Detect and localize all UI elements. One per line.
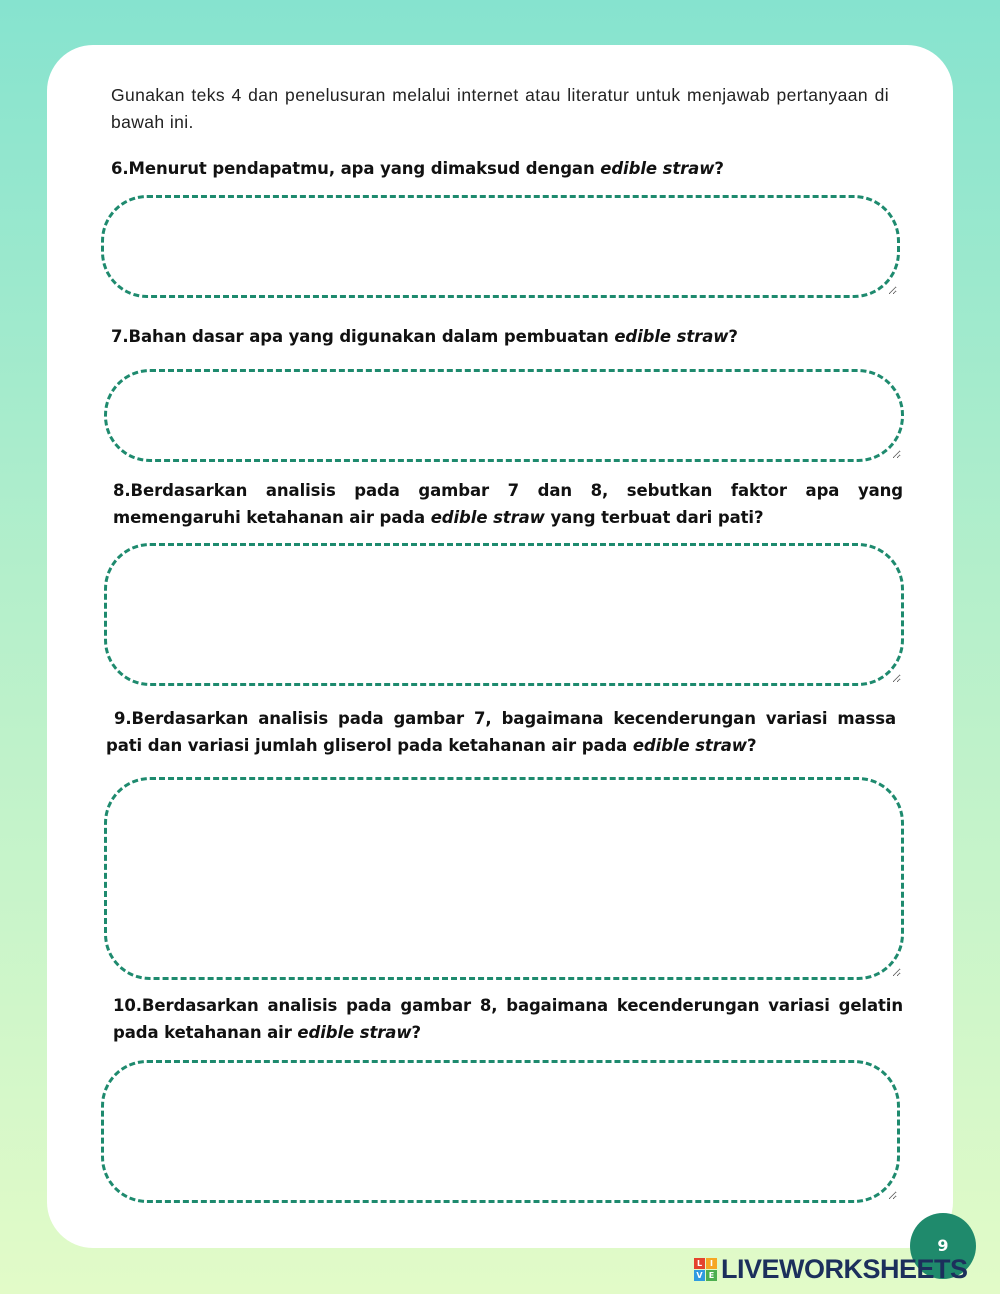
brand-wordmark: LIVEWORKSHEETS bbox=[721, 1254, 968, 1284]
logo-letter-e: E bbox=[706, 1270, 717, 1281]
question-10 bbox=[113, 992, 903, 1046]
question-6-text: 6.Menurut pendapatmu, apa yang dimaksud dengan bbox=[111, 159, 601, 178]
answer-8-field[interactable] bbox=[104, 543, 904, 686]
question-10-term: edible straw bbox=[297, 1023, 412, 1042]
question-7-end: ? bbox=[728, 327, 738, 346]
answer-6-field[interactable] bbox=[101, 195, 900, 298]
question-8 bbox=[113, 477, 903, 531]
logo-letter-i: I bbox=[706, 1258, 717, 1269]
question-8-text: 8.Berdasarkan analisis pada gambar 7 dan 8, sebutkan faktor apa yang memengaruhi ketahanan air pada bbox=[113, 481, 903, 527]
question-8-term: edible straw bbox=[430, 508, 545, 527]
question-10-end: ? bbox=[411, 1023, 421, 1042]
question-6-term: edible straw bbox=[600, 159, 715, 178]
question-9-end: ? bbox=[746, 736, 757, 755]
question-9-text: 9.Berdasarkan analisis pada gambar 7, bagaimana kecenderungan variasi massa pati dan variasi jumlah gliserol pada ketahanan air pada bbox=[106, 709, 896, 755]
question-7 bbox=[111, 323, 901, 350]
intro-text: Gunakan teks 4 dan penelusuran melalui internet atau literatur untuk menjawab pertanyaan di bawah ini. bbox=[111, 85, 889, 132]
question-7-text: 7.Bahan dasar apa yang digunakan dalam pembuatan bbox=[111, 327, 615, 346]
question-9-term: edible straw bbox=[632, 736, 747, 755]
logo-letter-l: L bbox=[694, 1258, 705, 1269]
question-10-text: 10.Berdasarkan analisis pada gambar 8, bagaimana kecenderungan variasi gelatin pada ketahanan air bbox=[113, 996, 903, 1042]
question-6-end: ? bbox=[714, 159, 724, 178]
answer-9-field[interactable] bbox=[104, 777, 904, 980]
page-number-badge: 9 bbox=[910, 1213, 976, 1279]
question-7-term: edible straw bbox=[614, 327, 729, 346]
question-6 bbox=[111, 155, 901, 182]
question-8-end: yang terbuat dari pati? bbox=[544, 508, 764, 527]
question-9 bbox=[106, 705, 896, 759]
answer-7-field[interactable] bbox=[104, 369, 904, 462]
answer-10-field[interactable] bbox=[101, 1060, 900, 1203]
liveworksheets-brand bbox=[694, 1254, 968, 1284]
liveworksheets-logo-icon bbox=[694, 1258, 717, 1281]
logo-letter-v: V bbox=[694, 1270, 705, 1281]
